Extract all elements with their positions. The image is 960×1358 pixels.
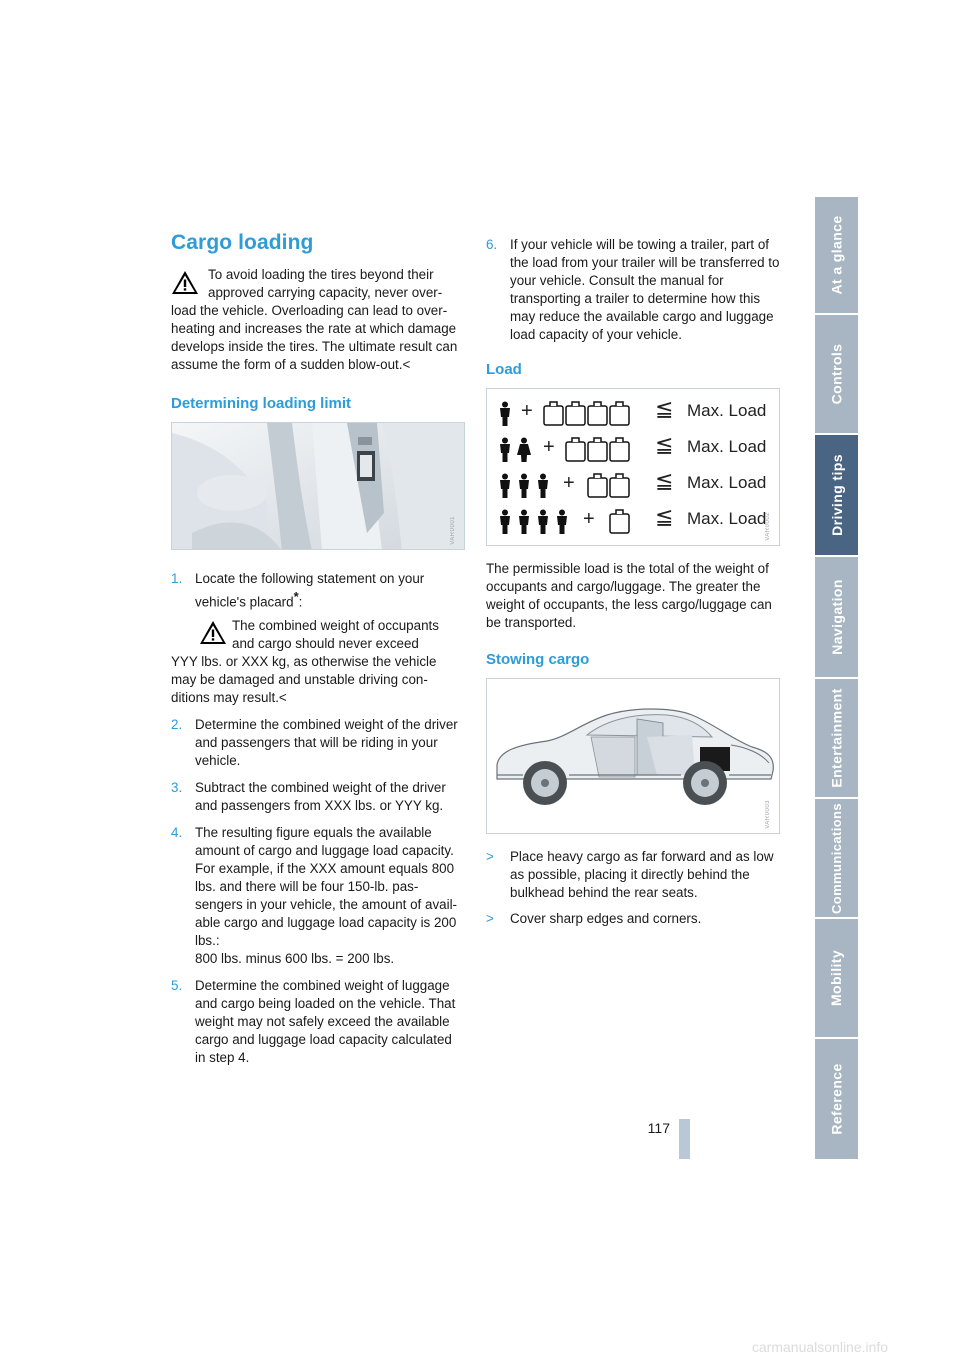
plus-sign: + <box>563 472 575 494</box>
step-number: 6. <box>486 237 498 252</box>
loading-limit-heading: Determining loading limit <box>171 395 352 412</box>
watermark-text: carmanualsonline.info <box>751 1339 889 1355</box>
tab-communications[interactable] <box>815 799 858 919</box>
tab-label: Entertainment <box>828 688 845 788</box>
step-number: 3. <box>171 780 183 796</box>
step-number: 5. <box>171 978 183 994</box>
tab-label: Driving tips <box>828 454 845 536</box>
less-equal-sign: ≦ <box>655 432 674 457</box>
end-mark: < <box>402 357 411 372</box>
warning-icon <box>199 620 227 645</box>
step-item <box>171 716 465 770</box>
step-item <box>171 977 465 1067</box>
step-text: If your vehicle will be towing a trailer, part of the load from your trailer will be transferred to your vehicle. Consult the manual for transporting a trailer to determine how this may reduce the available cargo and luggage load capacity of your vehicle. <box>510 237 780 342</box>
person-icon <box>495 401 515 427</box>
plus-sign: + <box>583 508 595 530</box>
tab-label: At a glance <box>828 215 845 295</box>
stowing-bullets <box>486 848 780 928</box>
luggage-icons <box>565 435 631 463</box>
luggage-icon <box>609 507 631 535</box>
placard-warning-line-1: The combined weight of occupants <box>232 618 439 634</box>
bullet-item <box>486 848 780 902</box>
loading-steps-continued <box>486 236 780 344</box>
person-icon <box>495 509 575 535</box>
plus-sign: + <box>521 400 533 422</box>
step-number: 2. <box>171 717 183 733</box>
max-load-label: Max. Load <box>687 473 767 492</box>
placard-location-figure <box>171 422 465 550</box>
step-number: 4. <box>171 825 183 841</box>
load-heading: Load <box>486 361 522 378</box>
step-text: Determine the combined weight of the driver and passengers that will be riding in your vehicle. <box>195 717 458 769</box>
tab-label: Reference <box>828 1063 845 1135</box>
less-equal-sign: ≦ <box>655 396 674 421</box>
load-row-2 <box>487 431 780 467</box>
luggage-icons <box>543 399 631 427</box>
step-calculation: 800 lbs. minus 600 lbs. = 200 lbs. <box>195 951 395 967</box>
step-text: Determine the combined weight of luggage and cargo being loaded on the vehicle. That weight may not safely exceed the available cargo and luggage load capacity calculated in step 4. <box>195 978 456 1066</box>
door-pillar-illustration <box>172 423 465 550</box>
step-text: Locate the following statement on your vehicle's placard <box>195 571 425 610</box>
stowing-cargo-heading: Stowing cargo <box>486 651 590 668</box>
chapter-tabs <box>815 197 858 1161</box>
step-item <box>171 824 465 968</box>
max-load-label: Max. Load <box>687 437 767 456</box>
step-text-colon: : <box>298 594 303 610</box>
step-item <box>171 570 465 707</box>
tab-label: Mobility <box>828 949 845 1007</box>
figure-code: VAR0003 <box>765 800 771 829</box>
load-row-3 <box>487 467 780 503</box>
warning-icon <box>171 270 199 295</box>
warning-body: load the vehicle. Overloading can lead to over-heating and increases the rate at which damage develops inside the tires. The ultimate result can assume the form of a sudden blow-out. <box>171 303 458 372</box>
max-load-label: Max. Load <box>687 401 767 420</box>
tab-at-a-glance[interactable] <box>815 197 858 315</box>
tab-entertainment[interactable] <box>815 679 858 799</box>
placard-warning <box>171 617 465 707</box>
step-item <box>171 779 465 815</box>
step-text: The resulting figure equals the available amount of cargo and luggage load capacity. For example, if the XXX amount equals 800 lbs. and there will be four 150-lb. pas-sengers in your vehicle, the amount of avail-able cargo and luggage load capacity is 200 lbs.: <box>195 825 458 949</box>
luggage-icons <box>587 471 631 499</box>
optional-star: * <box>293 589 299 604</box>
less-equal-sign: ≦ <box>655 504 674 529</box>
bullet-item <box>486 910 780 928</box>
load-description: The permissible load is the total of the weight of occupants and cargo/luggage. The greater the weight of occupants, the less cargo/luggage can be transported. <box>486 561 772 630</box>
figure-code: VAR0001 <box>450 516 456 545</box>
bullet-text: Cover sharp edges and corners. <box>510 911 702 926</box>
less-equal-sign: ≦ <box>655 468 674 493</box>
figure-code: VAR0002 <box>765 512 771 541</box>
car-cutaway-illustration <box>487 679 780 834</box>
page-number-bar <box>679 1119 690 1159</box>
warning-line-1: To avoid loading the tires beyond their <box>208 267 434 282</box>
bullet-marker: > <box>486 911 494 926</box>
tab-reference[interactable] <box>815 1039 858 1161</box>
load-figure <box>486 388 780 546</box>
placard-warning-line-2: and cargo should never exceed <box>232 636 419 652</box>
placard-warning-body: YYY lbs. or XXX kg, as otherwise the vehicle may be damaged and unstable driving con-ditions may result. <box>171 654 437 706</box>
step-item <box>486 236 780 344</box>
end-mark: < <box>278 690 287 706</box>
max-load-label: Max. Load <box>687 509 767 528</box>
person-icon <box>495 437 535 463</box>
tab-driving-tips[interactable] <box>815 435 858 557</box>
cargo-warning <box>171 266 465 374</box>
tab-label: Navigation <box>828 579 845 655</box>
warning-line-2: approved carrying capacity, never over- <box>208 285 443 300</box>
tab-mobility[interactable] <box>815 919 858 1039</box>
stowing-cargo-figure <box>486 678 780 834</box>
right-column <box>486 228 780 936</box>
tab-controls[interactable] <box>815 315 858 435</box>
person-icon <box>495 473 555 499</box>
bullet-text: Place heavy cargo as far forward and as low as possible, placing it directly behind the bulkhead behind the rear seats. <box>510 849 774 900</box>
loading-steps <box>171 570 465 1067</box>
bullet-marker: > <box>486 849 494 864</box>
load-row-1 <box>487 395 780 431</box>
left-column <box>171 228 465 1076</box>
tab-label: Controls <box>828 343 845 405</box>
tab-label: Communications <box>829 802 844 914</box>
page-number: 117 <box>647 1120 670 1136</box>
cargo-loading-heading: Cargo loading <box>171 231 314 254</box>
step-number: 1. <box>171 571 183 586</box>
step-text: Subtract the combined weight of the driver and passengers from XXX lbs. or YYY kg. <box>195 780 446 814</box>
tab-navigation[interactable] <box>815 557 858 679</box>
watermark-logo <box>0 1336 960 1358</box>
load-row-4 <box>487 503 780 539</box>
plus-sign: + <box>543 436 555 458</box>
